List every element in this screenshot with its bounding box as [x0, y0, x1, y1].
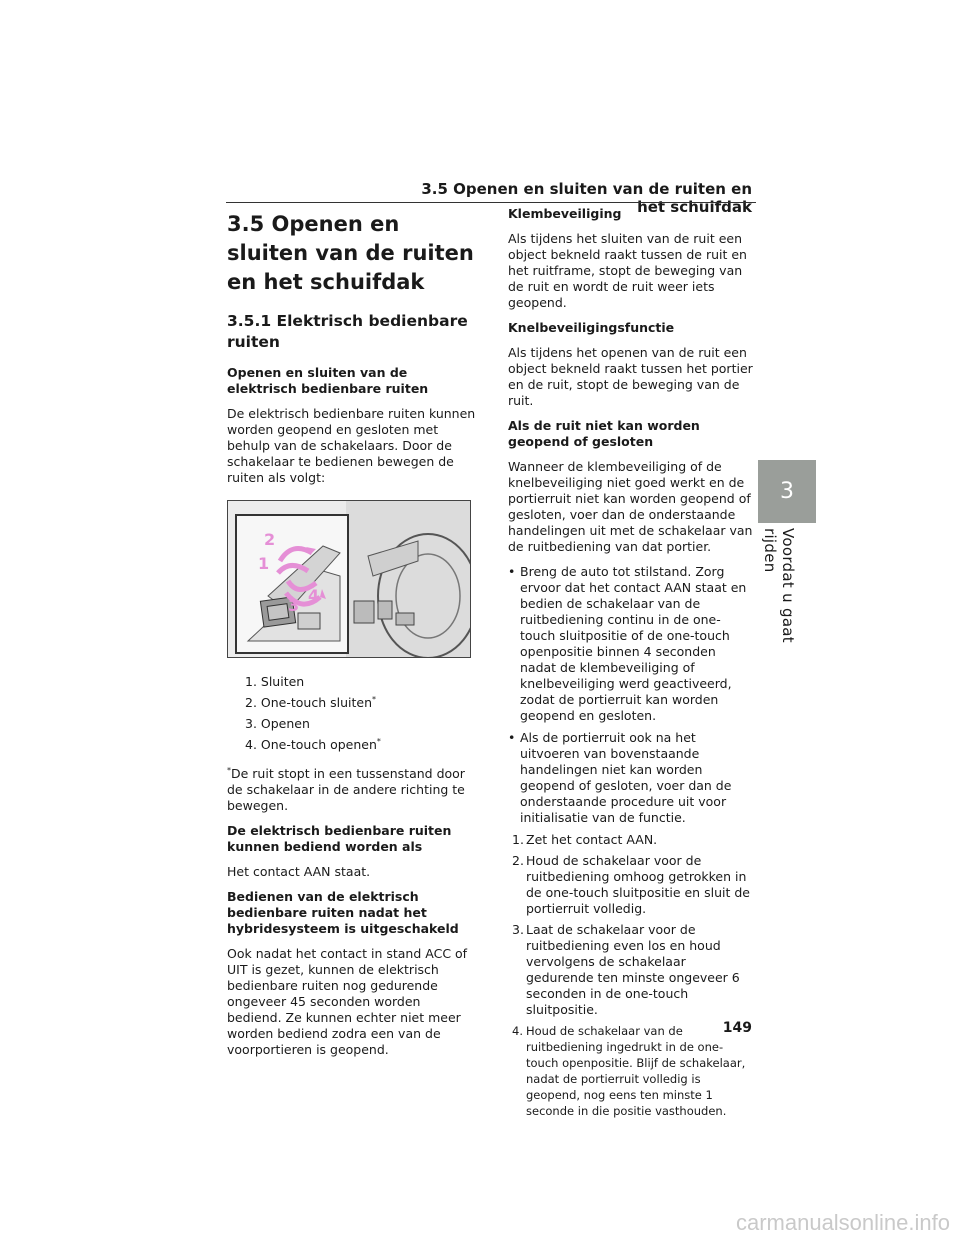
intro-paragraph: De elektrisch bedienbare ruiten kunnen worden geopend en gesloten met behulp van de schakelaars. Door de schakelaar te bedienen bewegen de ruiten als volgt: [227, 406, 476, 485]
heading-pinch-protection: Knelbeveiligingsfunctie [508, 320, 675, 335]
list-item: 2. One-touch sluiten* [245, 695, 376, 711]
initialization-steps [508, 832, 753, 1119]
heading-operable-when: De elektrisch bedienbare ruiten kunnen bediend worden als [227, 822, 452, 854]
page-number: 149 [722, 1020, 752, 1036]
window-switch-illustration [227, 500, 471, 658]
switch-operation-list [245, 670, 477, 755]
heading-after-hybrid-off: Bedienen van de elektrisch bedienbare ruiten nadat het hybridesysteem is uitgeschakeld [227, 888, 459, 936]
right-column [508, 206, 753, 1124]
bullet-item: • Als de portierruit ook na het uitvoeren van bovenstaande handelingen niet kan worden geopend of gesloten, voer dan de onderstaande procedure uit voor initialisatie van de functie. [508, 730, 753, 826]
step-item: 2. Houd de schakelaar voor de ruitbediening omhoog getrokken in de one-touch sluitpositie en sluit de portierruit volledig. [512, 853, 750, 916]
watermark: carmanualsonline.info [735, 1210, 950, 1235]
bullet-list [508, 564, 753, 826]
step-item: 3. Laat de schakelaar voor de ruitbediening even los en houd vervolgens de schakelaar gedurende ten minste ongeveer 6 seconden in de one-touch sluitpositie. [512, 922, 740, 1017]
footnote: *De ruit stopt in een tussenstand door de schakelaar in de andere richting te bewegen. [227, 765, 465, 813]
step-item: 1. Zet het contact AAN. [512, 832, 658, 847]
heading-jam-protection: Klembeveiliging [508, 206, 622, 221]
bullet-item: • Breng de auto tot stilstand. Zorg ervoor dat het contact AAN staat en bedien de schakelaar van de ruitbediening continu in de one-touch sluitpositie of de one-touch openpositie binnen 4 seconden nadat de klembeveiliging of knelbeveiliging werd geactiveerd, zodat de portierruit kan worden geopend en gesloten. [508, 564, 753, 724]
heading-cannot-open: Als de ruit niet kan worden geopend of gesloten [508, 418, 700, 449]
list-item: 4. One-touch openen* [245, 737, 381, 753]
step-item: 4. Houd de schakelaar van de ruitbediening ingedrukt in de one-touch openpositie. Blijf de schakelaar, nadat de portierruit volledig is geopend, nog eens ten minste 1 seconde in die positie vasthouden. [512, 1024, 746, 1118]
figure-label-3: 3 [288, 596, 300, 615]
list-item: 1. Sluiten [245, 674, 305, 690]
figure-label-4: 4 [308, 586, 320, 605]
subsection-title: 3.5.1 Elektrisch bedienbare ruiten [227, 312, 468, 351]
header-rule [226, 202, 756, 203]
chapter-label: Voordat u gaat rijden [761, 528, 797, 643]
list-item: 3. Openen [245, 716, 310, 732]
cannot-open-paragraph: Wanneer de klembeveiliging of de knelbeveiliging niet goed werkt en de portierruit niet kan worden geopend of gesloten, voer dan de onderstaande handelingen uit met de schakelaar van de ruitbediening van dat portier. [508, 459, 753, 554]
pinch-protection-paragraph: Als tijdens het openen van de ruit een object bekneld raakt tussen het portier en de ruit, stopt de beweging van de ruit. [508, 345, 753, 408]
running-head: 3.5 Openen en sluiten van de ruiten en het schuifdak [421, 180, 752, 216]
heading-open-close: Openen en sluiten van de elektrisch bedienbare ruiten [227, 365, 429, 396]
figure-label-1: 1 [258, 554, 270, 573]
left-column [227, 206, 477, 1067]
after-off-paragraph: Ook nadat het contact in stand ACC of UIT is gezet, kunnen de elektrisch bedienbare ruiten nog gedurende ongeveer 45 seconden worden bediend. Ze kunnen echter niet meer worden bediend zodra een van de voorportieren is geopend. [227, 945, 468, 1057]
chapter-tab: 3 [758, 460, 816, 523]
figure-label-2: 2 [264, 530, 276, 549]
jam-protection-paragraph: Als tijdens het sluiten van de ruit een object bekneld raakt tussen de ruit en het ruitframe, stopt de beweging van de ruit en wordt de ruit weer iets geopend. [508, 231, 747, 310]
contact-on-paragraph: Het contact AAN staat. [227, 863, 371, 879]
section-title: 3.5 Openen en sluiten van de ruiten en het schuifdak [227, 212, 474, 294]
